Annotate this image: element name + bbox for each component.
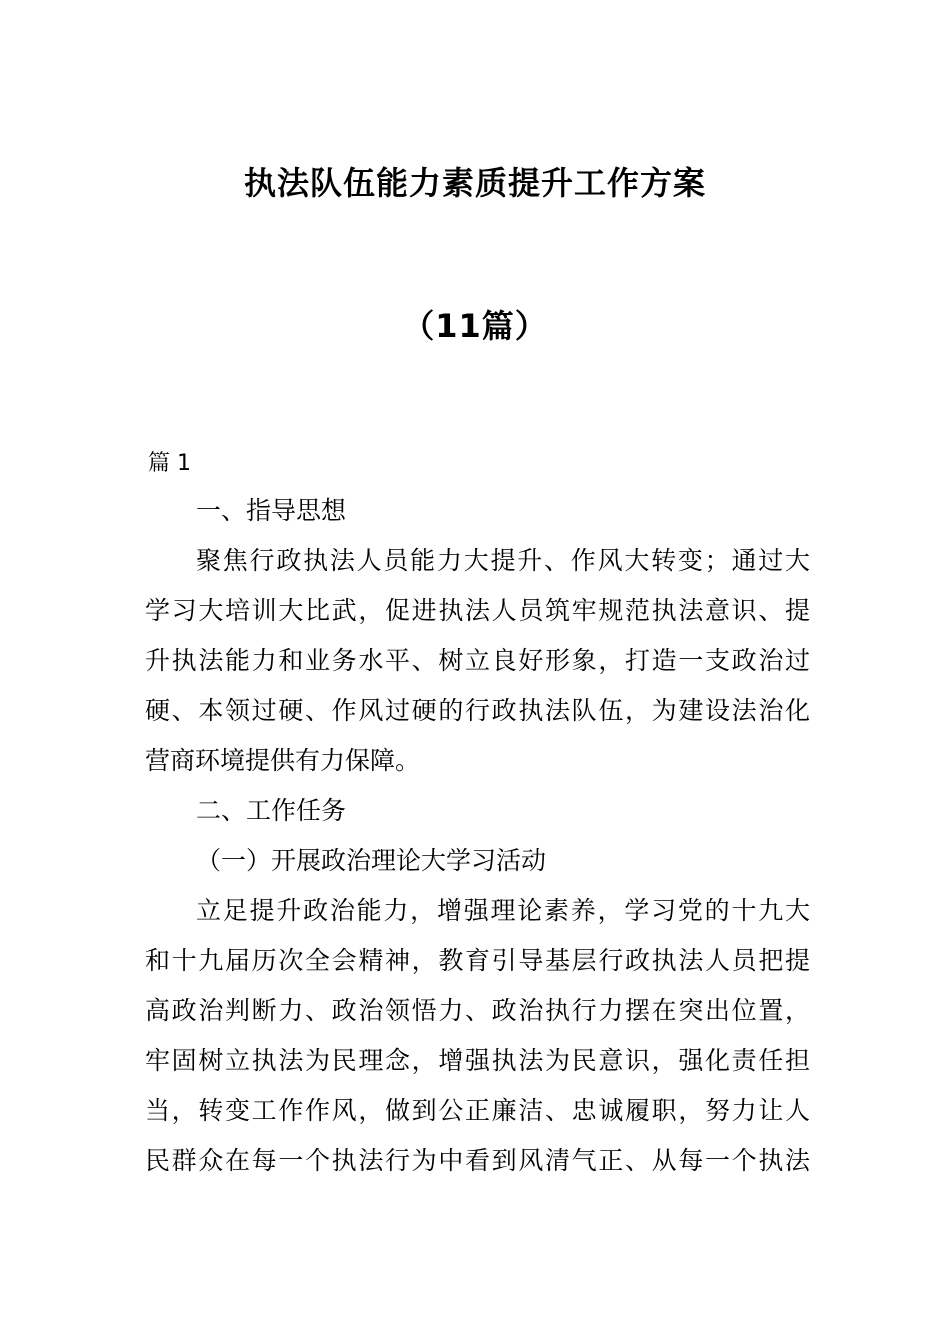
- body-text-line: 营商环境提供有力保障。: [145, 746, 421, 775]
- body-text-line: 聚焦行政执法人员能力大提升、作风大转变；通过大: [196, 546, 810, 575]
- body-text-line: 高政治判断力、政治领悟力、政治执行力摆在突出位置，: [145, 996, 810, 1025]
- subsection-heading: （一）开展政治理论大学习活动: [196, 846, 547, 875]
- body-text-line: 立足提升政治能力，增强理论素养，学习党的十九大: [196, 896, 810, 925]
- document-subtitle: （11篇）: [402, 307, 548, 345]
- document-body: [145, 486, 810, 1186]
- document-title: 执法队伍能力素质提升工作方案: [243, 164, 706, 202]
- section-heading: 一、指导思想: [196, 496, 347, 525]
- body-text-line: 牢固树立执法为民理念，增强执法为民意识，强化责任担: [145, 1046, 810, 1075]
- part-label: 篇 1: [148, 451, 191, 476]
- body-text-line: 和十九届历次全会精神，教育引导基层行政执法人员把提: [145, 946, 810, 975]
- section-heading: 二、工作任务: [196, 796, 347, 825]
- body-text-line: 升执法能力和业务水平、树立良好形象，打造一支政治过: [145, 646, 810, 675]
- body-text-line: 学习大培训大比武，促进执法人员筑牢规范执法意识、提: [145, 596, 810, 625]
- body-text-line: 民群众在每一个执法行为中看到风清气正、从每一个执法: [145, 1146, 810, 1175]
- body-text-line: 当，转变工作作风，做到公正廉洁、忠诚履职，努力让人: [145, 1096, 810, 1125]
- body-text-line: 硬、本领过硬、作风过硬的行政执法队伍，为建设法治化: [145, 696, 810, 725]
